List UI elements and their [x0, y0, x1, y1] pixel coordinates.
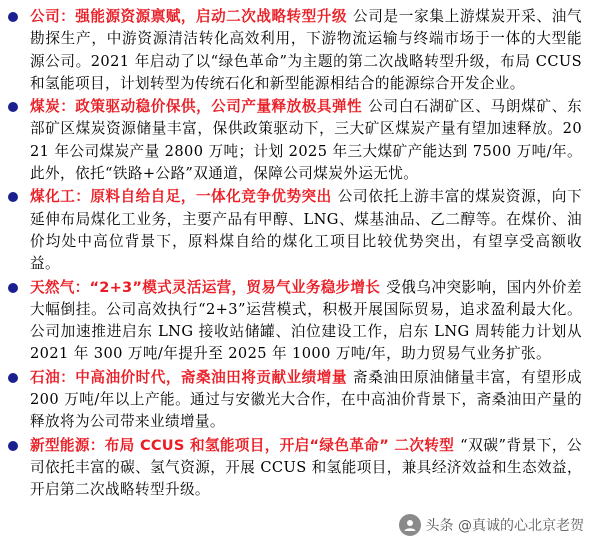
paragraph-coal-chemical: [30, 186, 582, 275]
bullet-icon: [8, 441, 18, 451]
paragraph-text: 公司是一家集上游煤炭开采、油气勘探生产，中游资源清洁转化高效利用，下游物流运输与终端市场于一体的大型能源公司。2021 年启动了以“绿色革命”为主题的第二次战略转型升级，布局 CCUS 和氢能项目，计划转型为传统石化和新型能源相结合的能源综合开发企业。: [30, 8, 582, 92]
paragraph-heading: 石油：中高油价时代，斋桑油田将贡献业绩增量: [30, 368, 347, 386]
watermark: [395, 512, 588, 538]
paragraph-coal: [30, 96, 582, 185]
bullet-icon: [8, 373, 18, 383]
paragraph-heading: 新型能源：布局 CCUS 和氢能项目，开启“绿色革命” 二次转型: [30, 436, 455, 454]
paragraph-text: 公司白石湖矿区、马朗煤矿、东部矿区煤炭资源储量丰富，保供政策驱动下，三大矿区煤炭产量有望加速释放。2021 年公司煤炭产量 2800 万吨；计划 2025 年三大煤矿产能达到 7500 万吨/年。此外，依托“铁路+公路”双通道，保障公司煤炭外运无忧。: [30, 98, 582, 183]
paragraph-text: 斋桑油田原油储量丰富，有望形成 200 万吨/年以上产能。通过与安徽光大合作，在中高油价背景下，斋桑油田产量的释放将为公司带来业绩增量。: [30, 368, 582, 431]
bullet-icon: [8, 192, 18, 202]
paragraph-heading: 天然气：“2+3”模式灵活运营，贸易气业务稳步增长: [30, 278, 381, 296]
paragraph-company: [30, 6, 582, 95]
paragraph-heading: 煤炭：政策驱动稳价保供，公司产量释放极具弹性: [30, 98, 363, 116]
paragraph-text: 公司依托上游丰富的煤炭资源，向下延伸布局煤化工业务，主要产品有甲醇、LNG、煤基油品、乙二醇等。在煤价、油价均处中高位背景下，原料煤自给的煤化工项目比较优势突出，有望享受高额收益。: [30, 188, 582, 273]
paragraph-natural-gas: [30, 277, 582, 366]
paragraph-heading: 公司：强能源资源禀赋，启动二次战略转型升级: [30, 8, 347, 25]
paragraph-heading: 煤化工：原料自给自足，一体化竞争优势突出: [30, 188, 332, 206]
paragraph-new-energy: [30, 435, 582, 502]
watermark-text: 头条 @真诚的心北京老贺: [425, 518, 584, 534]
paragraph-text: “双碳”背景下，公司依托丰富的碳、氢气资源，开展 CCUS 和氢能项目，兼具经济效益和生态效益，开启第二次战略转型升级。: [30, 436, 583, 499]
paragraph-text: 受俄乌冲突影响，国内外价差大幅倒挂。公司高效执行“2+3”运营模式，积极开展国际贸易，追求盈利最大化。公司加速推进启东 LNG 接收站储罐、泊位建设工作，启东 LNG 周转能力计划从 2021 年 300 万吨/年提升至 2025 年 1000 万吨/年，助力贸易气业务扩张。: [30, 278, 582, 363]
bullet-icon: [8, 12, 18, 22]
bullet-icon: [8, 102, 18, 112]
bullet-icon: [8, 283, 18, 293]
user-avatar-icon: [399, 514, 421, 536]
paragraph-oil: [30, 367, 582, 434]
